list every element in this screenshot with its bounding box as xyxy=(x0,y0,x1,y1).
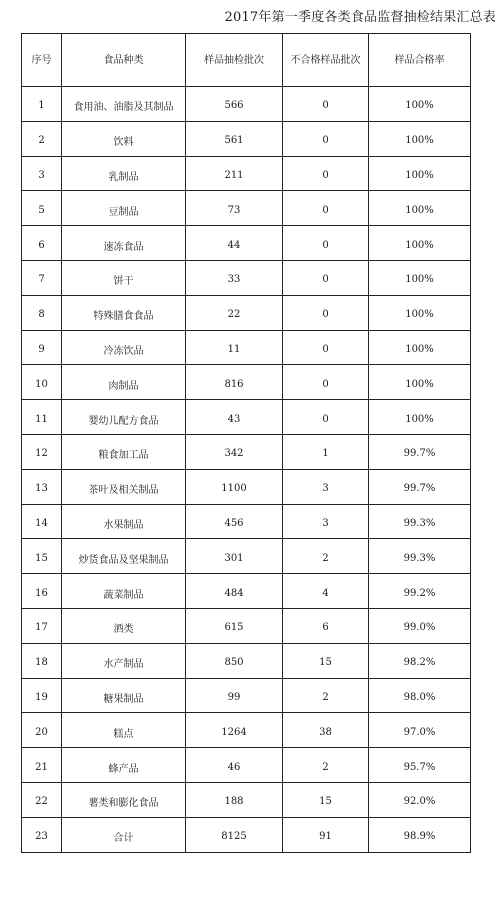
cell-failed: 4 xyxy=(283,574,369,609)
table-row xyxy=(22,574,471,609)
table-row xyxy=(22,748,471,783)
cell-pass-rate: 99.0% xyxy=(369,608,471,643)
cell-category: 炒货食品及坚果制品 xyxy=(62,539,186,574)
cell-failed: 38 xyxy=(283,713,369,748)
cell-category: 水果制品 xyxy=(62,504,186,539)
cell-pass-rate: 95.7% xyxy=(369,748,471,783)
cell-sampled: 44 xyxy=(186,226,283,261)
table-row xyxy=(22,156,471,191)
header-cell-pass-rate: 样品合格率 xyxy=(369,34,471,87)
cell-index: 12 xyxy=(22,434,62,469)
cell-failed: 15 xyxy=(283,643,369,678)
table-row xyxy=(22,226,471,261)
cell-category: 饼干 xyxy=(62,260,186,295)
cell-index: 8 xyxy=(22,295,62,330)
cell-failed: 0 xyxy=(283,87,369,122)
cell-index: 6 xyxy=(22,226,62,261)
table-row xyxy=(22,504,471,539)
cell-failed: 3 xyxy=(283,469,369,504)
table-header-row xyxy=(22,34,471,87)
cell-pass-rate: 100% xyxy=(369,295,471,330)
cell-sampled: 22 xyxy=(186,295,283,330)
cell-sampled: 73 xyxy=(186,191,283,226)
table-row xyxy=(22,87,471,122)
cell-index: 21 xyxy=(22,748,62,783)
cell-pass-rate: 100% xyxy=(369,260,471,295)
table-row xyxy=(22,400,471,435)
cell-index: 16 xyxy=(22,574,62,609)
cell-pass-rate: 98.2% xyxy=(369,643,471,678)
cell-index: 2 xyxy=(22,121,62,156)
cell-failed: 0 xyxy=(283,156,369,191)
cell-failed: 2 xyxy=(283,539,369,574)
cell-index: 10 xyxy=(22,365,62,400)
page-title: 2017年第一季度各类食品监督抽检结果汇总表 xyxy=(224,10,496,25)
cell-index: 11 xyxy=(22,400,62,435)
table-row xyxy=(22,260,471,295)
cell-sampled: 43 xyxy=(186,400,283,435)
table-row xyxy=(22,330,471,365)
cell-failed: 1 xyxy=(283,434,369,469)
cell-category: 蔬菜制品 xyxy=(62,574,186,609)
cell-category: 茶叶及相关制品 xyxy=(62,469,186,504)
cell-failed: 0 xyxy=(283,226,369,261)
cell-sampled: 850 xyxy=(186,643,283,678)
cell-pass-rate: 100% xyxy=(369,400,471,435)
cell-category: 婴幼儿配方食品 xyxy=(62,400,186,435)
table-row xyxy=(22,191,471,226)
cell-failed: 0 xyxy=(283,260,369,295)
cell-sampled: 33 xyxy=(186,260,283,295)
cell-pass-rate: 99.2% xyxy=(369,574,471,609)
table-row xyxy=(22,713,471,748)
table-row xyxy=(22,782,471,817)
cell-sampled: 99 xyxy=(186,678,283,713)
cell-pass-rate: 97.0% xyxy=(369,713,471,748)
cell-index: 14 xyxy=(22,504,62,539)
cell-failed: 2 xyxy=(283,748,369,783)
table-row xyxy=(22,678,471,713)
cell-index: 5 xyxy=(22,191,62,226)
cell-index: 18 xyxy=(22,643,62,678)
cell-category: 豆制品 xyxy=(62,191,186,226)
cell-category: 合计 xyxy=(62,817,186,852)
cell-failed: 0 xyxy=(283,365,369,400)
cell-pass-rate: 98.9% xyxy=(369,817,471,852)
cell-index: 20 xyxy=(22,713,62,748)
cell-sampled: 11 xyxy=(186,330,283,365)
results-table xyxy=(21,33,471,853)
cell-category: 糖果制品 xyxy=(62,678,186,713)
cell-sampled: 615 xyxy=(186,608,283,643)
cell-index: 3 xyxy=(22,156,62,191)
header-cell-index: 序号 xyxy=(22,34,62,87)
table-row xyxy=(22,365,471,400)
cell-pass-rate: 99.3% xyxy=(369,504,471,539)
cell-index: 9 xyxy=(22,330,62,365)
cell-pass-rate: 99.3% xyxy=(369,539,471,574)
cell-category: 速冻食品 xyxy=(62,226,186,261)
cell-pass-rate: 99.7% xyxy=(369,434,471,469)
cell-failed: 0 xyxy=(283,191,369,226)
cell-index: 22 xyxy=(22,782,62,817)
cell-pass-rate: 100% xyxy=(369,365,471,400)
cell-failed: 3 xyxy=(283,504,369,539)
cell-category: 肉制品 xyxy=(62,365,186,400)
cell-failed: 6 xyxy=(283,608,369,643)
cell-sampled: 46 xyxy=(186,748,283,783)
cell-pass-rate: 100% xyxy=(369,330,471,365)
cell-pass-rate: 100% xyxy=(369,156,471,191)
table-row xyxy=(22,434,471,469)
cell-category: 饮料 xyxy=(62,121,186,156)
table-row xyxy=(22,643,471,678)
cell-failed: 2 xyxy=(283,678,369,713)
header-cell-category: 食品种类 xyxy=(62,34,186,87)
cell-category: 酒类 xyxy=(62,608,186,643)
cell-index: 17 xyxy=(22,608,62,643)
cell-category: 糕点 xyxy=(62,713,186,748)
table-row xyxy=(22,539,471,574)
cell-sampled: 561 xyxy=(186,121,283,156)
cell-index: 1 xyxy=(22,87,62,122)
header-cell-sampled: 样品抽检批次 xyxy=(186,34,283,87)
cell-category: 薯类和膨化食品 xyxy=(62,782,186,817)
results-table-body xyxy=(22,34,471,853)
cell-pass-rate: 100% xyxy=(369,226,471,261)
table-row xyxy=(22,121,471,156)
cell-pass-rate: 100% xyxy=(369,87,471,122)
cell-sampled: 1264 xyxy=(186,713,283,748)
cell-pass-rate: 98.0% xyxy=(369,678,471,713)
cell-failed: 0 xyxy=(283,400,369,435)
table-row xyxy=(22,817,471,852)
cell-category: 水产制品 xyxy=(62,643,186,678)
cell-category: 特殊膳食食品 xyxy=(62,295,186,330)
cell-sampled: 1100 xyxy=(186,469,283,504)
cell-index: 13 xyxy=(22,469,62,504)
cell-sampled: 342 xyxy=(186,434,283,469)
cell-sampled: 188 xyxy=(186,782,283,817)
cell-failed: 0 xyxy=(283,295,369,330)
cell-sampled: 456 xyxy=(186,504,283,539)
cell-pass-rate: 100% xyxy=(369,191,471,226)
cell-failed: 15 xyxy=(283,782,369,817)
cell-category: 食用油、油脂及其制品 xyxy=(62,87,186,122)
cell-sampled: 484 xyxy=(186,574,283,609)
cell-pass-rate: 100% xyxy=(369,121,471,156)
cell-category: 粮食加工品 xyxy=(62,434,186,469)
table-row xyxy=(22,295,471,330)
cell-failed: 0 xyxy=(283,330,369,365)
cell-sampled: 566 xyxy=(186,87,283,122)
cell-sampled: 816 xyxy=(186,365,283,400)
cell-pass-rate: 99.7% xyxy=(369,469,471,504)
cell-pass-rate: 92.0% xyxy=(369,782,471,817)
cell-index: 7 xyxy=(22,260,62,295)
cell-index: 19 xyxy=(22,678,62,713)
cell-category: 乳制品 xyxy=(62,156,186,191)
table-row xyxy=(22,469,471,504)
cell-index: 23 xyxy=(22,817,62,852)
cell-category: 冷冻饮品 xyxy=(62,330,186,365)
header-cell-failed: 不合格样品批次 xyxy=(283,34,369,87)
cell-failed: 0 xyxy=(283,121,369,156)
cell-sampled: 301 xyxy=(186,539,283,574)
cell-failed: 91 xyxy=(283,817,369,852)
cell-index: 15 xyxy=(22,539,62,574)
table-row xyxy=(22,608,471,643)
cell-sampled: 211 xyxy=(186,156,283,191)
cell-category: 蜂产品 xyxy=(62,748,186,783)
cell-sampled: 8125 xyxy=(186,817,283,852)
